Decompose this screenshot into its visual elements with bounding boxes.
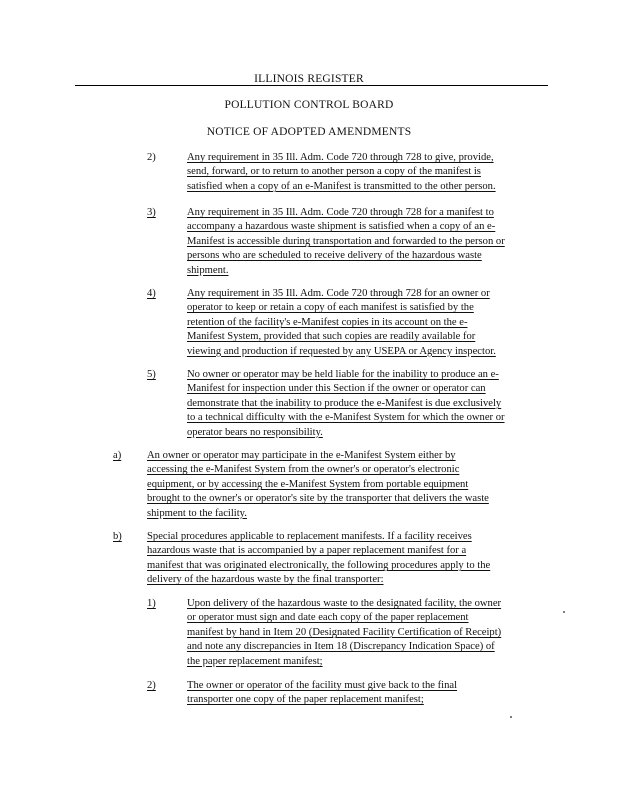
paragraph-number: 4) (147, 288, 156, 299)
text-line: operator to keep or retain a copy of each manifest is satisfied by the (187, 302, 474, 314)
paragraph-text (147, 530, 490, 588)
paragraph-text (147, 449, 489, 521)
text-line: equipment, or by accessing the e-Manifest System from portable equipment (147, 478, 469, 490)
paragraph-number: 5) (147, 369, 156, 380)
paragraph-number: 2) (147, 680, 156, 691)
text-line: Any requirement in 35 Ill. Adm. Code 720 through 728 for a manifest to (187, 207, 494, 218)
paragraph-text (187, 597, 501, 669)
paragraph-text (187, 368, 505, 440)
text-line: shipment. (187, 264, 229, 276)
text-line: Manifest System, provided that such copies are readily available for (187, 331, 476, 343)
text-line: Upon delivery of the hazardous waste to the designated facility, the owner (187, 598, 502, 609)
text-line: persons who are scheduled to receive delivery of the hazardous waste (187, 250, 482, 262)
text-line: delivery of the hazardous waste by the final transporter: (147, 574, 384, 586)
notice-title: NOTICE OF ADOPTED AMENDMENTS (206, 126, 412, 138)
paragraph-number: a) (113, 450, 122, 461)
board-title: POLLUTION CONTROL BOARD (224, 99, 394, 111)
scan-speck (563, 611, 565, 613)
text-line: satisfied when a copy of an e-Manifest is transmitted to the other person. (187, 180, 496, 192)
text-line: No owner or operator may be held liable for the inability to produce an e- (187, 369, 499, 380)
text-line: to a technical difficulty with the e-Manifest System for which the owner or (187, 412, 505, 424)
text-line: hazardous waste that is accompanied by a paper replacement manifest for a (147, 545, 467, 557)
text-line: shipment to the facility. (147, 507, 247, 519)
text-line: demonstrate that the inability to produce the e-Manifest is due exclusively (187, 397, 502, 409)
text-line: brought to the owner's or operator's site by the transporter that delivers the waste (147, 493, 489, 505)
text-line: and note any discrepancies in Item 18 (Discrepancy Indication Space) of (187, 641, 495, 653)
text-line: Any requirement in 35 Ill. Adm. Code 720 through 728 for an owner or (187, 288, 490, 299)
text-line: Any requirement in 35 Ill. Adm. Code 720 through 728 to give, provide, (187, 152, 494, 163)
paragraph-text (187, 287, 496, 359)
register-title: ILLINOIS REGISTER (254, 73, 364, 85)
text-line: The owner or operator of the facility must give back to the final (187, 680, 458, 691)
paragraph-text (187, 679, 457, 708)
text-line: accompany a hazardous waste shipment is satisfied when a copy of an e- (187, 221, 496, 233)
text-line: Special procedures applicable to replacement manifests. If a facility receives (147, 531, 472, 542)
text-line: manifest that was originated electronically, the following procedures apply to the (147, 559, 491, 571)
scan-speck (510, 716, 512, 718)
text-line: manifest by hand in Item 20 (Designated Facility Certification of Receipt) (187, 626, 502, 638)
text-line: viewing and production if requested by any USEPA or Agency inspector. (187, 345, 496, 357)
paragraph-number: 1) (147, 598, 156, 609)
header-rule (75, 85, 548, 86)
text-line: Manifest is accessible during transportation and forwarded to the person or (187, 235, 505, 247)
text-line: transporter one copy of the paper replacement manifest; (187, 694, 424, 706)
paragraph-number: 2) (147, 152, 156, 163)
paragraph-text (187, 151, 496, 194)
text-line: operator bears no responsibility. (187, 426, 323, 438)
paragraph-text (187, 206, 505, 278)
paragraph-number: 3) (147, 207, 156, 218)
paragraph-number: b) (113, 531, 122, 542)
text-line: retention of the facility's e-Manifest copies in its account on the e- (187, 316, 468, 328)
text-line: the paper replacement manifest; (187, 655, 323, 667)
text-line: send, forward, or to return to another person a copy of the manifest is (187, 166, 481, 178)
text-line: or operator must sign and date each copy of the paper replacement (187, 612, 469, 624)
text-line: An owner or operator may participate in the e-Manifest System either by (147, 450, 456, 461)
text-line: Manifest for inspection under this Section if the owner or operator can (187, 383, 486, 395)
text-line: accessing the e-Manifest System from the owner's or operator's electronic (147, 464, 460, 476)
